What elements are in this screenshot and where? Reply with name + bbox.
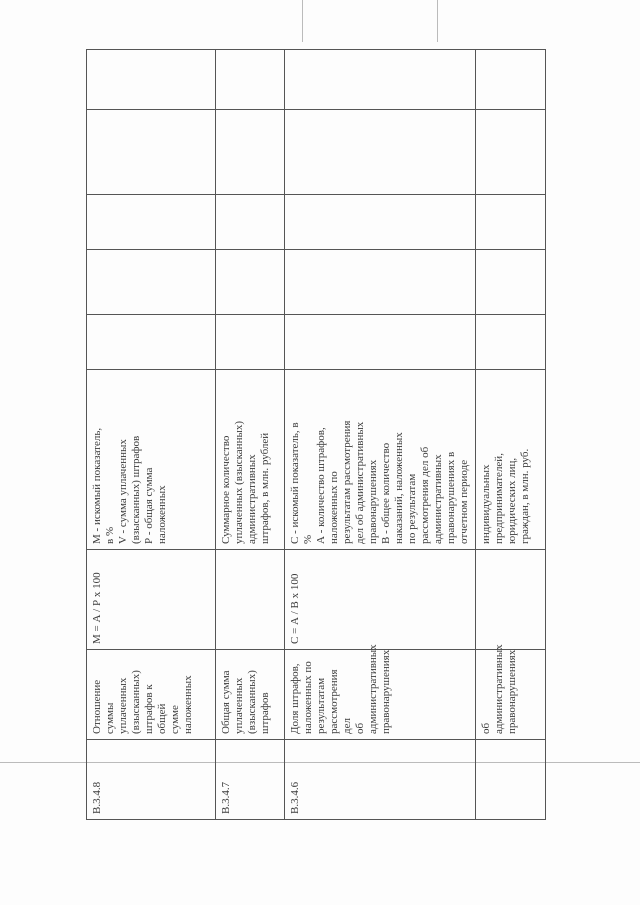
empty-cell: [476, 250, 546, 315]
indicator-name: Отношение суммы уплаченных (взысканных) штрафов к общей сумме наложенных: [87, 650, 216, 740]
indicator-name: Доля штрафов, наложенных по результатам рассмотрения дел об административных правонарушениях: [285, 650, 476, 740]
indicator-description: М - искомый показатель, в % V - сумма уплаченных (взысканных) штрафов Р - общая сумма наложенных: [87, 370, 216, 550]
empty-cell: [285, 315, 476, 370]
empty-cell: [476, 195, 546, 250]
table-row: [476, 50, 546, 820]
empty-cell: [285, 110, 476, 195]
indicator-name: об административных правонарушениях: [476, 650, 546, 740]
indicator-description: Суммарное количество уплаченных (взысканных) административных штрафов, в млн. рублей: [215, 370, 285, 550]
rotated-indicator-table: [86, 50, 546, 820]
empty-cell: [285, 50, 476, 110]
empty-cell: [215, 315, 285, 370]
empty-cell: [215, 195, 285, 250]
empty-cell: [215, 50, 285, 110]
empty-cell: [476, 110, 546, 195]
indicator-formula: С = А / В х 100: [285, 550, 476, 650]
scan-edge-line: [437, 0, 438, 42]
indicator-name: Общая сумма уплаченных (взысканных) штрафов: [215, 650, 285, 740]
empty-cell: [215, 110, 285, 195]
indicator-description: индивидуальных предпринимателей, юридических лиц, граждан, в млн. руб.: [476, 370, 546, 550]
empty-cell: [87, 110, 216, 195]
empty-cell: [285, 195, 476, 250]
indicator-table: [86, 49, 546, 820]
empty-cell: [87, 250, 216, 315]
indicator-formula: [476, 550, 546, 650]
empty-cell: [285, 250, 476, 315]
empty-cell: [476, 50, 546, 110]
indicator-code: В.3.4.8: [87, 740, 216, 820]
empty-cell: [476, 315, 546, 370]
table-row: [285, 50, 476, 820]
indicator-formula: [215, 550, 285, 650]
empty-cell: [87, 195, 216, 250]
empty-cell: [87, 50, 216, 110]
scan-fold-line-vertical: [302, 0, 303, 42]
indicator-code: В.3.4.7: [215, 740, 285, 820]
empty-cell: [215, 250, 285, 315]
empty-cell: [87, 315, 216, 370]
indicator-description: С - искомый показатель, в % А - количество штрафов, наложенных по результатам рассмотрения дел об административных правонарушениях В - общее количество наказаний, наложенных по результатам рассмотрения дел об административных правонарушениях в отчетном периоде: [285, 370, 476, 550]
table-row: [87, 50, 216, 820]
table-row: [215, 50, 285, 820]
indicator-code: [476, 740, 546, 820]
indicator-formula: М = А / Р х 100: [87, 550, 216, 650]
indicator-code: В.3.4.6: [285, 740, 476, 820]
